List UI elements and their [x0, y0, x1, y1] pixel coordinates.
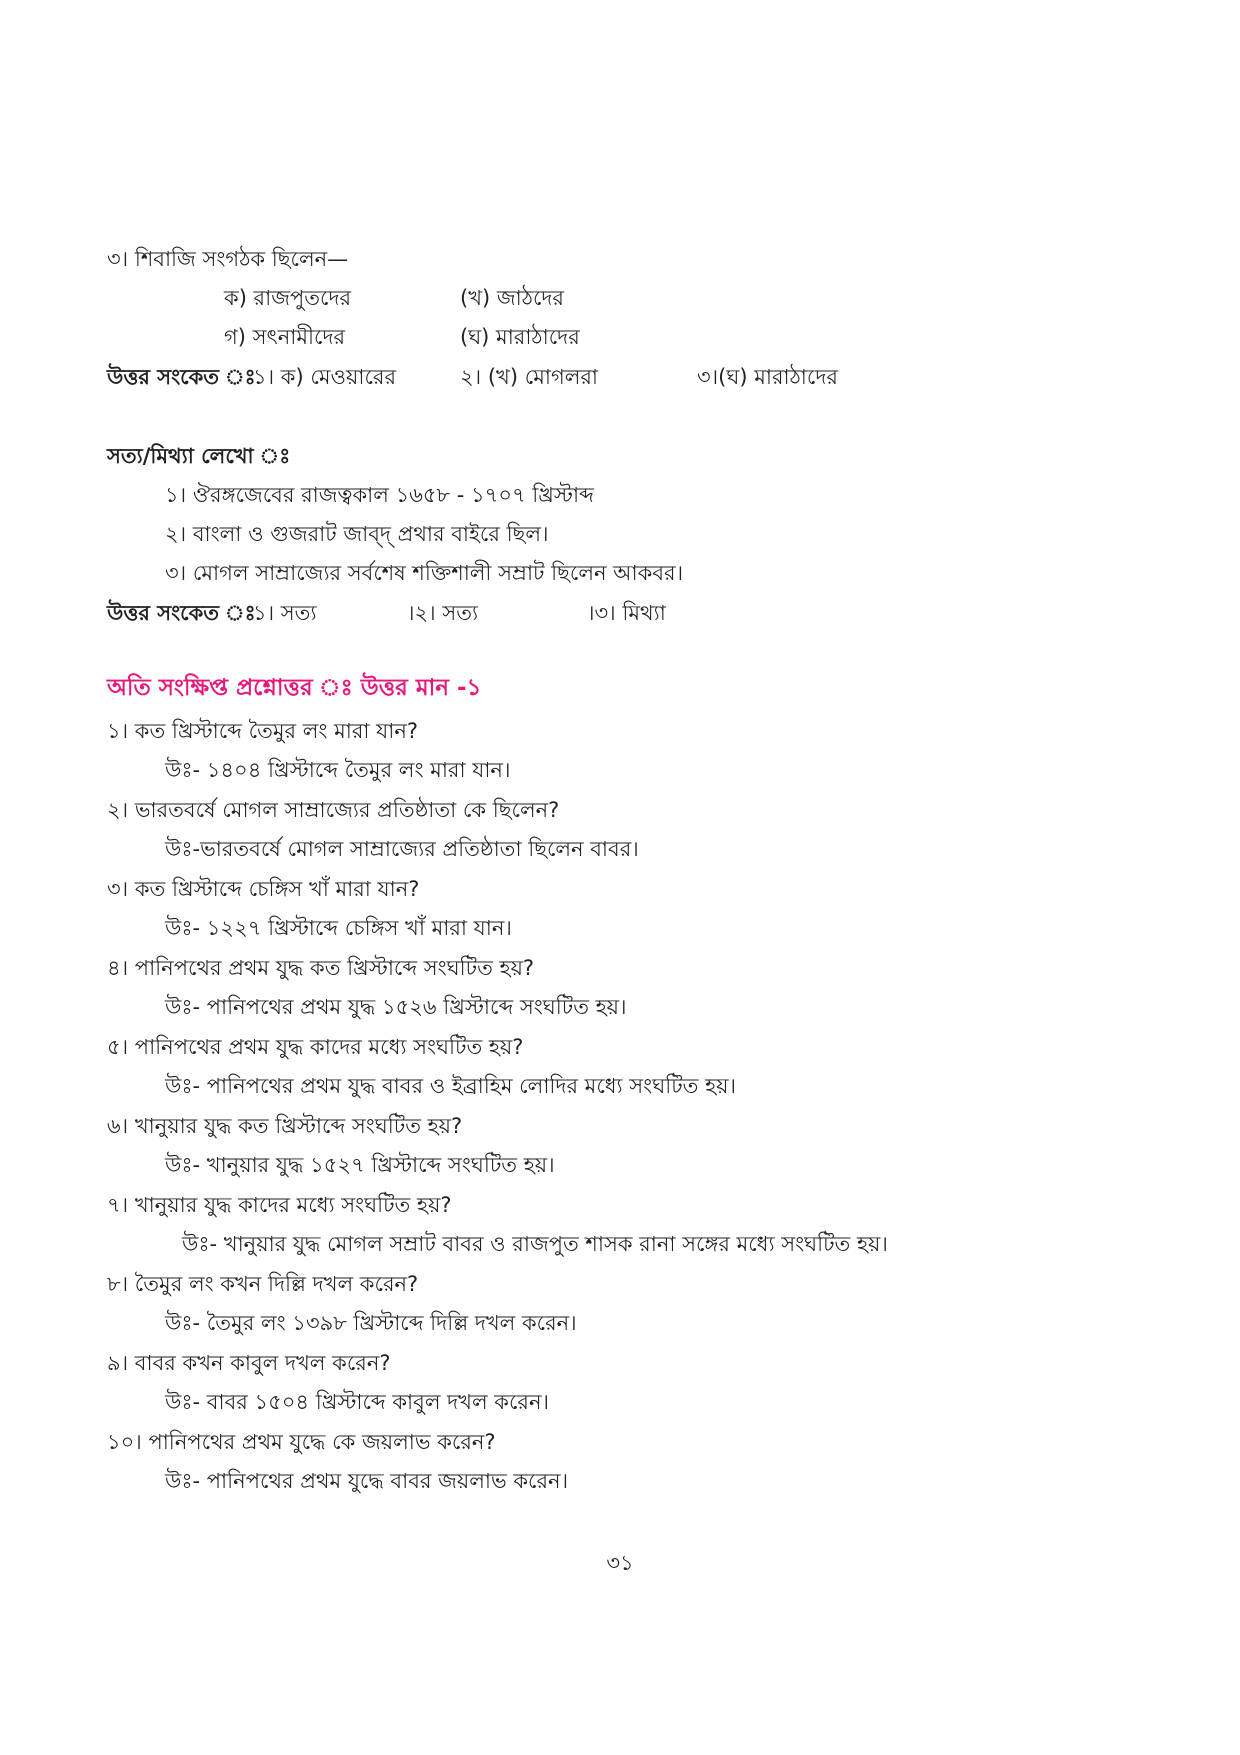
qa-question: ২। ভারতবর্ষে মোগল সাম্রাজ্যের প্রতিষ্ঠাতা কে ছিলেন? — [107, 798, 560, 822]
qa-answer: উঃ- বাবর ১৫০৪ খ্রিস্টাব্দে কাবুল দখল করেন। — [165, 1390, 550, 1414]
qa-answer: উঃ- পানিপথের প্রথম যুদ্ধ ১৫২৬ খ্রিস্টাব্দে সংঘটিত হয়। — [165, 995, 627, 1019]
qa-answer: উঃ- পানিপথের প্রথম যুদ্ধ বাবর ও ইব্রাহিম লোদির মধ্যে সংঘটিত হয়। — [165, 1074, 736, 1098]
qa-answer: উঃ- ১৪০৪ খ্রিস্টাব্দে তৈমুর লং মারা যান। — [165, 758, 511, 782]
mcq-option-d: (ঘ) মারাঠাদের — [460, 325, 580, 349]
mcq-answer-key — [107, 362, 1107, 392]
qa-answer: উঃ- খানুয়ার যুদ্ধ মোগল সম্রাট বাবর ও রাজপুত শাসক রানা সঙ্গের মধ্যে সংঘটিত হয়। — [182, 1232, 888, 1256]
qa-question: ৮। তৈমুর লং কখন দিল্লি দখল করেন? — [107, 1272, 419, 1296]
answer-key-item: ৩।(ঘ) মারাঠাদের — [697, 365, 838, 389]
true-false-item: ৩। মোগল সাম্রাজ্যের সর্বশেষ শক্তিশালী সম্রাট ছিলেন আকবর। — [165, 561, 684, 585]
true-false-heading: সত্য/মিথ্যা লেখো ঃ — [107, 444, 291, 468]
short-qa-heading: অতি সংক্ষিপ্ত প্রশ্নোত্তর ঃ উত্তর মান -১ — [107, 675, 482, 701]
mcq-option-c: গ) সৎনামীদের — [224, 325, 346, 349]
qa-question: ৬। খানুয়ার যুদ্ধ কত খ্রিস্টাব্দে সংঘটিত হয়? — [107, 1114, 463, 1138]
mcq-question-3: ৩। শিবাজি সংগঠক ছিলেন— — [107, 247, 349, 271]
answer-key-item: ২। (খ) মোগলরা — [460, 365, 599, 389]
page-number: ৩১ — [606, 1551, 634, 1575]
qa-answer: উঃ- খানুয়ার যুদ্ধ ১৫২৭ খ্রিস্টাব্দে সংঘটিত হয়। — [165, 1153, 555, 1177]
qa-answer: উঃ-ভারতবর্ষে মোগল সাম্রাজ্যের প্রতিষ্ঠাতা ছিলেন বাবর। — [165, 837, 639, 861]
answer-key-item: ১। সত্য — [253, 601, 317, 625]
true-false-item: ২। বাংলা ও গুজরাট জাব্‌দ্ প্রথার বাইরে ছিল। — [165, 522, 549, 546]
answer-key-label: উত্তর সংকেত ঃ — [107, 365, 256, 389]
answer-key-item: ১। ক) মেওয়ারের — [253, 365, 397, 389]
answer-key-label: উত্তর সংকেত ঃ — [107, 601, 256, 625]
qa-answer: উঃ- পানিপথের প্রথম যুদ্ধে বাবর জয়লাভ করেন। — [165, 1469, 569, 1493]
qa-question: ৯। বাবর কখন কাবুল দখল করেন? — [107, 1351, 391, 1375]
mcq-option-b: (খ) জাঠদের — [460, 286, 564, 310]
qa-answer: উঃ- ১২২৭ খ্রিস্টাব্দে চেঙ্গিস খাঁ মারা যান। — [165, 916, 512, 940]
answer-key-item: ।৩। মিথ্যা — [587, 601, 666, 625]
qa-question: ১০। পানিপথের প্রথম যুদ্ধে কে জয়লাভ করেন? — [107, 1430, 496, 1454]
true-false-item: ১। ঔরঙ্গজেবের রাজত্বকাল ১৬৫৮ - ১৭০৭ খ্রিস্টাব্দ — [165, 483, 594, 507]
qa-question: ৭। খানুয়ার যুদ্ধ কাদের মধ্যে সংঘটিত হয়? — [107, 1193, 452, 1217]
answer-key-item: ।২। সত্য — [407, 601, 479, 625]
true-false-answer-key — [107, 598, 1107, 628]
mcq-option-a: ক) রাজপুতদের — [224, 286, 352, 310]
qa-question: ৩। কত খ্রিস্টাব্দে চেঙ্গিস খাঁ মারা যান? — [107, 877, 420, 901]
qa-question: ১। কত খ্রিস্টাব্দে তৈমুর লং মারা যান? — [107, 719, 419, 743]
qa-question: ৪। পানিপথের প্রথম যুদ্ধ কত খ্রিস্টাব্দে সংঘটিত হয়? — [107, 956, 535, 980]
qa-question: ৫। পানিপথের প্রথম যুদ্ধ কাদের মধ্যে সংঘটিত হয়? — [107, 1035, 524, 1059]
qa-answer: উঃ- তৈমুর লং ১৩৯৮ খ্রিস্টাব্দে দিল্লি দখল করেন। — [165, 1311, 577, 1335]
